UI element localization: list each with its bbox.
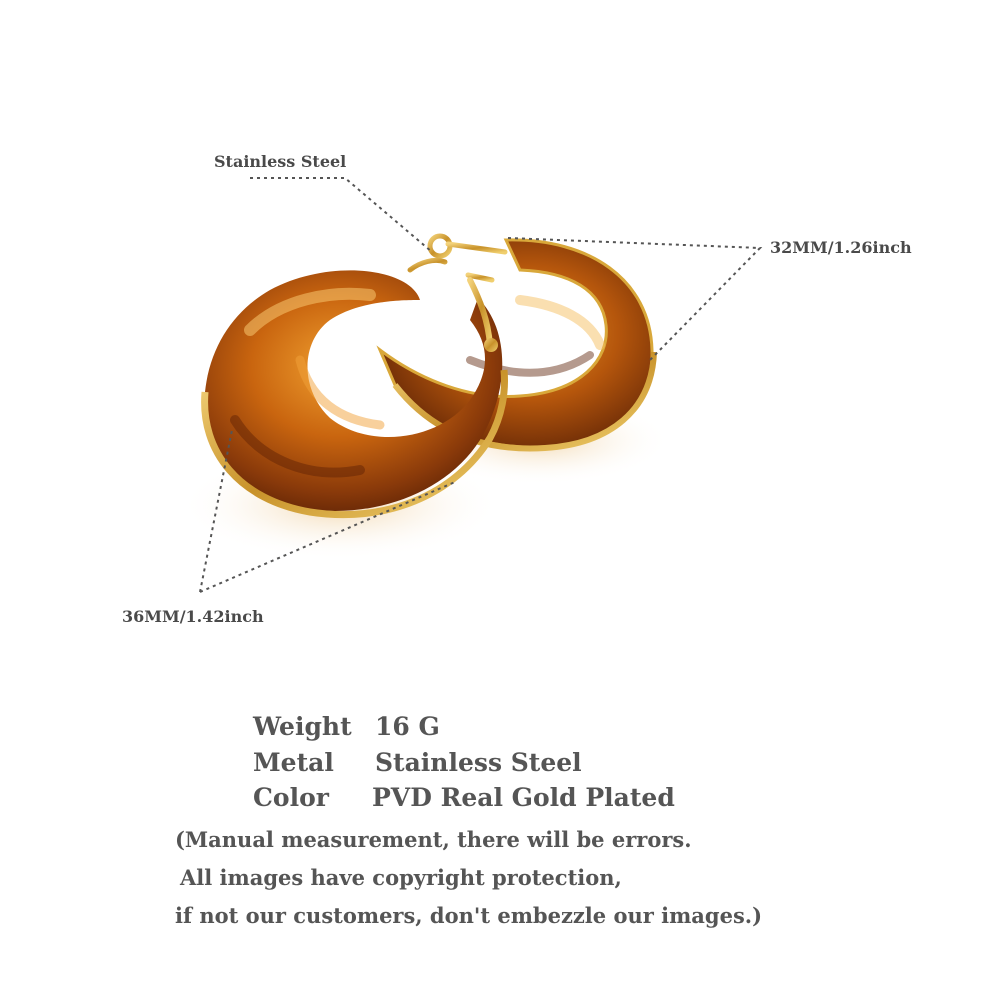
spec-metal-label: Metal: [253, 748, 334, 777]
note-line-1: (Manual measurement, there will be errors.: [175, 827, 692, 852]
spec-color-value: PVD Real Gold Plated: [372, 783, 675, 812]
spec-color-label: Color: [253, 783, 329, 812]
height-callout: 36MM/1.42inch: [122, 607, 264, 626]
spec-weight-value: 16 G: [375, 712, 440, 741]
material-callout: Stainless Steel: [214, 152, 347, 171]
back-hoop: [380, 240, 654, 449]
note-line-3: if not our customers, don't embezzle our images.): [175, 903, 763, 928]
spec-weight-label: Weight: [253, 712, 352, 741]
gold-posts: [410, 236, 505, 352]
width-callout: 32MM/1.26inch: [770, 238, 912, 257]
material-callout-line: [250, 178, 432, 252]
note-line-2: All images have copyright protection,: [180, 865, 622, 890]
spec-metal-value: Stainless Steel: [375, 748, 582, 777]
